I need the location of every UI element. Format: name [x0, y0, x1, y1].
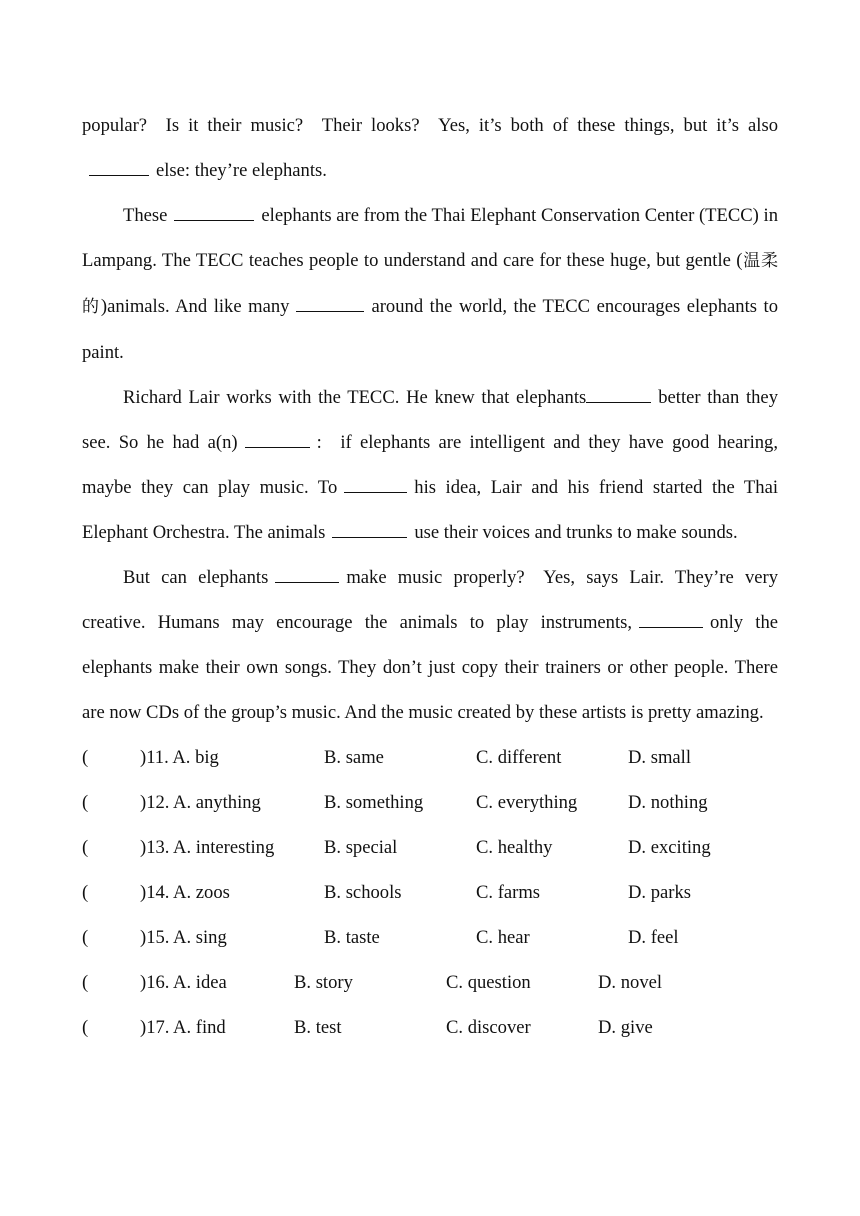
question-row [82, 1005, 778, 1050]
blank-13 [174, 204, 254, 221]
paragraph-3-text-c: : if elephants are intelligent and they have good hearing, maybe they can play music. To [82, 432, 778, 498]
option-b: B. test [294, 1017, 342, 1038]
paragraph-3-text-a: Richard Lair works with the TECC. He knew that elephants [123, 387, 587, 408]
option-d: D. feel [628, 927, 679, 948]
option-c: C. everything [476, 792, 578, 813]
paragraph-3 [82, 375, 778, 555]
question-row [82, 825, 778, 870]
option-d: D. nothing [628, 792, 708, 813]
option-c: C. farms [476, 882, 541, 903]
question-list [82, 735, 778, 1050]
paragraph-1-text-a: popular? Is it their music? Their looks? Yes, it’s both of these things, but it’s also [82, 115, 778, 136]
paragraph-3-text-b: better than they see. So he had a(n) [82, 387, 778, 453]
answer-bracket[interactable]: ( [82, 927, 89, 948]
answer-bracket[interactable]: ( [82, 1017, 89, 1038]
option-d: D. novel [598, 972, 663, 993]
paragraph-1-text-b: else: they’re elephants. [156, 160, 327, 181]
paragraph-2-text-a: These [123, 205, 168, 226]
paragraph-2 [82, 193, 778, 375]
blank-17 [344, 476, 407, 493]
option-d: D. exciting [628, 837, 711, 858]
option-a: )11. A. big [140, 747, 219, 768]
answer-bracket[interactable]: ( [82, 837, 89, 858]
paragraph-1 [82, 103, 778, 193]
option-b: B. story [294, 972, 353, 993]
option-d: D. parks [628, 882, 691, 903]
option-a: )12. A. anything [140, 792, 261, 813]
paragraph-2-text-c: )animals. And like many [100, 296, 290, 317]
paragraph-3-text-e: use their voices and trunks to make sounds. [414, 522, 738, 543]
option-c: C. discover [446, 1017, 531, 1038]
option-a: )17. A. find [140, 1017, 226, 1038]
chinese-gloss: 温柔的 [82, 251, 778, 317]
blank-15 [586, 386, 651, 403]
blank-19 [275, 566, 339, 583]
blank-18 [332, 521, 407, 538]
paragraph-4-text-b: make music properly? Yes, says Lair. They’re very creative. Humans may encourage the animals to play instruments, [82, 567, 779, 633]
option-c: C. different [476, 747, 562, 768]
option-c: C. question [446, 972, 531, 993]
option-a: )16. A. idea [140, 972, 227, 993]
question-row [82, 915, 778, 960]
option-c: C. healthy [476, 837, 553, 858]
answer-bracket[interactable]: ( [82, 972, 89, 993]
option-a: )13. A. interesting [140, 837, 275, 858]
blank-16 [245, 431, 310, 448]
option-b: B. something [324, 792, 424, 813]
paragraph-4 [82, 555, 778, 735]
option-d: D. small [628, 747, 692, 768]
option-c: C. hear [476, 927, 530, 948]
option-b: B. taste [324, 927, 380, 948]
question-row [82, 870, 778, 915]
paragraph-4-text-a: But can elephants [123, 567, 269, 588]
option-d: D. give [598, 1017, 653, 1038]
document-page [82, 103, 778, 1050]
question-row [82, 960, 778, 1005]
option-b: B. special [324, 837, 398, 858]
blank-20 [639, 611, 703, 628]
answer-bracket[interactable]: ( [82, 747, 89, 768]
paragraph-4-text-c: only the elephants make their own songs. They don’t just copy their trainers or other people. There are now CDs of the group’s music. And the music created by these artists is pretty amazing. [82, 612, 779, 723]
option-a: )14. A. zoos [140, 882, 230, 903]
option-b: B. same [324, 747, 384, 768]
paragraph-2-text-d: around the world, the TECC encourages elephants to paint. [82, 296, 779, 363]
answer-bracket[interactable]: ( [82, 792, 89, 813]
paragraph-3-text-d: his idea, Lair and his friend started the Thai Elephant Orchestra. The animals [82, 477, 778, 543]
blank-14 [296, 295, 364, 312]
option-b: B. schools [324, 882, 402, 903]
answer-bracket[interactable]: ( [82, 882, 89, 903]
paragraph-2-text-b: elephants are from the Thai Elephant Conservation Center (TECC) in Lampang. The TECC teaches people to understand and care for these huge, but gentle ( [82, 205, 778, 271]
question-row [82, 780, 778, 825]
blank-12 [89, 159, 149, 176]
question-row [82, 735, 778, 780]
option-a: )15. A. sing [140, 927, 227, 948]
